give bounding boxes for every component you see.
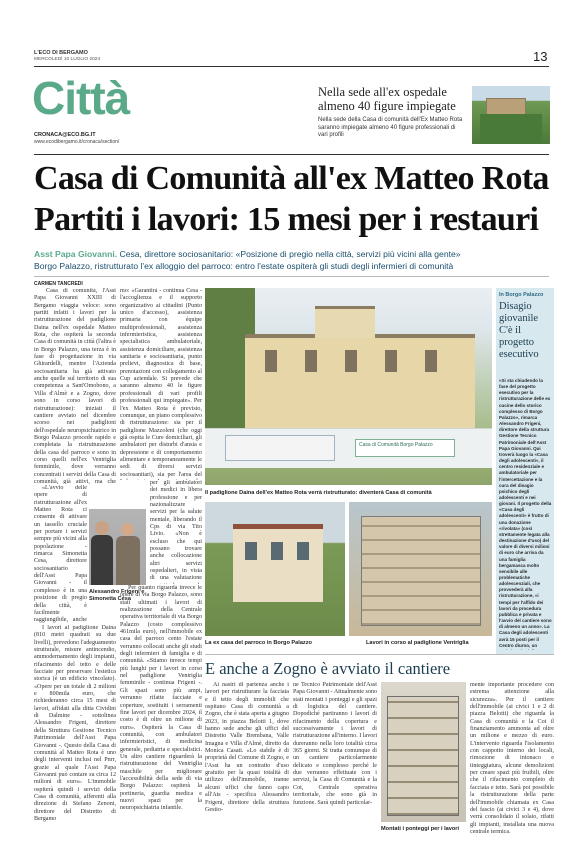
zogno-col2: ne Tecnico Patrimoniale dell'Asst Papa Giovanni - Attualmente sono stati montati i ponteggi e gli spazi di logistica del cantiere. Dopodiché partiranno i lavori di rifacimento della copertura e successivamente i lavori di ristrutturazione all'interno. I lavori dureranno nella loro totalità circa 365 giorni. Si tratta comunque di un cantiere particolarmente delicato e complesso perché le due verranno effettuate con i servizi, la Casa di Comunità e la Cot, Centrale operativa territoriale, che sono già in funzione. Sarà quindi particolar- xyxy=(293,682,377,806)
person-head-1 xyxy=(95,521,109,535)
sidebar-label: In Borgo Palazzo xyxy=(499,292,544,298)
sidebar-box xyxy=(496,288,554,654)
window-shape xyxy=(305,350,317,372)
article-col1-part-a: Casa di comunità, l'Asst Papa Giovanni XXIII di Bergamo viaggia veloce: sono partiti infatti i lavori per la ristrutturazione del padiglione Daina nell'ex ospedale Matteo Rota, che ospiterà la seconda Casa di comunità in città (l'altra è in Borgo Palazzo, una terza è in fase di progettazione in via Ghirardelli, mentre l'Azienda sociosanitaria ha già attivato anche quelle sul territorio di sua competenza a Sant'Omobono, a Villa d'Almè e a Zogno, dove sono in corso lavori di ristrutturazione): iniziati il cantiere avviato nel dicembre scorso nei padiglioni dell'ospedale neuropsichiatrico in Borgo Palazzo procede rapido e completata la ristrutturazione della casa del parroco e sono in corso quelli nell'ex Ventriglia femminile, dove verranno concentrati i servizi della Casa di comunità, già attivi, ma che xyxy=(34,288,116,484)
sidebar-body: «Si sta chiudendo la fase del progetto esecutivo per la ristrutturazione delle ex cucine dello storico complesso di Borgo Palazzo», rimarca Alessandro Frigeni, direttore della struttura Gestione Tecnico Patrimoniale dell'Asst Papa Giovanni. Qui troverà luogo la «Casa degli adolescenti», il centro residenziale e ambulatoriale per l'intercettazione e la cura del disagio psichico degli adolescenti e nei giovani. Il progetto della «Casa degli adolescenti» è frutto di una donazione «rivolata» (così strettamente legata alla destinazione d'uso) del valore di diversi milioni di euro che arriva da una famiglia bergamasca molto sensibile alle problematiche adolescenziali, che provvederà alla ristrutturazione, «i tempi per l'affido dei lavori da procedura pubblica e privata e l'avvio del cantiere sono di almeno un anno». La Casa degli adolescenti avrà 15 posti per il Centro diurno, un xyxy=(499,378,552,648)
zogno-title: E anche a Zogno è avviato il cantiere xyxy=(205,659,451,678)
person-body-1 xyxy=(91,535,113,585)
subhead-line-1 xyxy=(34,249,554,260)
byline: CARMEN TANCREDI xyxy=(34,281,83,287)
person-head-2 xyxy=(121,523,134,536)
window-shape xyxy=(245,542,257,560)
subhead-kicker: Asst Papa Giovanni. xyxy=(34,249,118,259)
ventriglia-photo xyxy=(349,502,492,636)
teaser-body: Nella sede della Casa di comunità dell'Ex Matteo Rota saranno impiegate almeno 40 figure professionali di vari profili xyxy=(318,117,463,138)
parish-house-photo xyxy=(205,502,345,636)
subhead-text-1: Cesa, direttore sociosanitario: «Posizione di pregio nella città, servizi più vicini alla gente» xyxy=(117,249,461,259)
zogno-col1: Ai nastri di partenza anche i lavori per ristrutturare la facciata e il tetto degli immobili che ospitano Casa di comunità a Zogno, che è stata aperta a giugno 2023, in piazza Belotti 1, dove hanno sede anche gli uffici del Distretto Valle Brembana, Valle Imagna e Villa d'Almè, diretto da Monica Casati. «Lo stabile è di proprietà del Comune di Zogno, e l'Asst ha un contratto d'uso gratuito per la quasi totalità di utilizzo dell'immobile, tranne alcuni uffici che fanno capo all'Ats - specifica Alessandro Frigeni, direttore della struttura Gestio- xyxy=(205,682,289,813)
building-facade xyxy=(245,334,475,434)
sidebar-title: Disagio giovanile C'è il progetto esecutivo xyxy=(499,301,539,360)
ventriglia-caption: Lavori in corso al padiglione Ventriglia xyxy=(366,640,469,646)
window-shape xyxy=(345,350,357,372)
article-col2-part-a: mo: «Garantirà - continua Cesa - l'accoglienza e il supporto organizzativo ai cittadini (Punto unico d'accesso), assistenza primaria con équipe multiprofessionali, assistenza infermieristica, assistenza specialistica ambulatoriale, assistenza domiciliare, assistenza sanitaria e sociosanitaria, punto prelievi, diagnostica di base, prenotazioni con collegamento al Cup aziendale. Si prevede che saranno almeno 40 le figure professionali di vari profili professionali qui impiegate». Per l'ex Matteo Rota è previsto, comunque, un piano complessivo di ristrutturazione: sia per il padiglione Mazzoleni (che oggi già ospita le Cure domiciliari, gli ambulatori per disturbi d'ansia e depressione e di comportamento alimentare e temporaneamente le sedi di diversi servizi sociosanitari), sia per l'area del xyxy=(120,288,202,478)
scaffolding-shape xyxy=(387,696,459,816)
window-shape xyxy=(385,350,397,372)
house-shape xyxy=(233,524,323,602)
construction-sign xyxy=(225,435,335,461)
section-web: www.ecodibergamo.it/cronaca/section/ xyxy=(34,139,120,145)
headline-rule xyxy=(34,154,549,155)
subhead-rule xyxy=(34,276,549,277)
portrait-photo xyxy=(89,509,146,585)
window-shape xyxy=(297,542,309,560)
scaffolding-shape xyxy=(361,516,481,626)
masthead-rule xyxy=(34,66,549,67)
headline-line-1: Casa di Comunità all'ex Matteo Rota xyxy=(34,160,549,197)
article-col2-part-b: per gli ambulatori dei medici in libera professione e per nazionalizzare servizi per la salute mentale, liberando il Cps di via Tito Livio. «Non è escluso che qui possano trovare anche collocazione altri servizi ospedalieri, in vista di una valutazione xyxy=(150,480,202,582)
window-shape xyxy=(271,542,283,560)
trees-shape xyxy=(480,114,542,144)
section-title: Città xyxy=(32,72,130,124)
teaser-photo xyxy=(472,86,550,144)
section-email: CRONACA@ECO.BG.IT xyxy=(34,132,96,138)
zogno-photo-caption: Montati i ponteggi per i lavori xyxy=(381,826,460,832)
issue-date: MERCOLEDÌ 10 LUGLIO 2024 xyxy=(34,57,101,62)
window-shape xyxy=(265,350,277,372)
article-col1-part-c: I lavori al padiglione Daina (810 metri quadrati su due livelli), prevedono l'adeguamento strutturale, misure antincendio, ammodernamento degli impianti, rifacimento del tetto e delle facciate per preservare l'estetica storica (è un edificio vincolato). «Opere per un totale di 2 milioni e 800mila euro, che richiederanno circa 15 mesi di lavori, affidati alla ditta Cividini di Dalmine - sottolinea Alessandro Frigeni, direttore della Struttura Gestione Tecnico Patrimoniale dell'Asst Papa Giovanni -. Questo della Casa di comunità al Matteo Rota è uno degli interventi inclusi nel Pnrr, grazie al quale l'Asst Papa Giovanni può contare su circa 12 milioni di euro». L'immobile ospiterà quindi i servizi della Casa di comunità, afferenti alla direzione di Stefano Zenoni, direttore del Distretto di Bergamo xyxy=(34,625,116,822)
banner-sign: Casa di Comunità Borgo Palazzo xyxy=(355,439,455,457)
teaser-title: Nella sede all'ex ospedale almeno 40 figure impiegate xyxy=(318,85,456,113)
zogno-rule xyxy=(205,654,554,655)
headline-line-2: Partiti i lavori: 15 mesi per i restauri xyxy=(34,201,539,238)
main-photo xyxy=(205,288,492,485)
zogno-photo xyxy=(381,682,466,822)
portrait-caption: Alessandro Frigeni e Simonetta Cesa xyxy=(89,589,145,602)
article-col2-part-c: Per quanto riguarda invece le opere di via Borgo Palazzo, sono stati ultimati i lavori di realizzazione della Centrale operativa territoriale di via Borgo Palazzo (costo complessivo 461mila euro), nell'immobile ex casa del parroco cento l'estate verranno collocati anche gli studi degli infermieri di famiglia e di comunità. «Stiamo invece tempi più lunghi per i lavori in corso nel padiglione Ventriglia femminile - continua Frigeni -. Gli spazi sono più ampi, verranno rifatte facciate e coperture, sostituiti i serramenti fine lavori per dicembre 2024, il costo è di oltre un milione di euro». Ospiterà la Casa di comunità, con ambulatori infermieristici, di medicina generale, pediatria e specialistici. Un altro cantiere riguarderà la ristrutturazione del Ventriglia maschile per migliorare l'accessibilità della sede di via Borgo Palazzo: ospiterà la portineria, guardia medica e nuovi spazi per la neuropsichiatria infantile. xyxy=(120,585,202,812)
construction-fence xyxy=(205,428,492,468)
subhead-line-2: Borgo Palazzo, ristrutturato l'ex alloggio del parroco: entro l'estate ospiterà gli studi degli infermieri di comunità xyxy=(34,261,454,271)
person-body-2 xyxy=(116,536,140,585)
newspaper-name: L'ECO DI BERGAMO xyxy=(34,50,88,56)
window-shape xyxy=(425,350,437,372)
building-tower xyxy=(315,306,375,338)
main-photo-caption: Il padiglione Daina dell'ex Matteo Rota verrà ristrutturato: diventerà Casa di comunità xyxy=(205,490,432,496)
zogno-col3: mente importante procedere con estrema attenzione alla sicurezza». Per il cantiere dell'immobile (ai civici 1 e 2 di piazza Belotti) che riguarda la Casa di comunità e la Cot il finanziamento ammonta ad oltre un milione e mezzo di euro. L'intervento riguarda l'isolamento con cappotto interno dei locali, rimozione di intonaco e tinteggiatura, alcune demolizioni per creare spazi più fruibili, oltre che il rifacimento completo di facciata e tetto. Sarà poi possibile la ristrutturazione della parte dell'immobile chiamata ex Casa del fascio (ai civici 3 e 4), dove verrà consolidato il solaio, rifatti gli impianti, installata una nuova centrale termica. xyxy=(470,682,554,835)
parish-house-caption: La ex casa del parroco in Borgo Palazzo xyxy=(205,640,312,646)
page-number: 13 xyxy=(533,49,548,64)
article-col1-part-b: «L'avvio delle opere di ristrutturazione all'ex Matteo Rota ci consente di attivare un tassello cruciale per portare i servizi sempre più vicini alla popolazione - rimarca Simonetta Cesa, direttore sociosanitario dell'Asst Papa Giovanni - il complesso è in una posizione di pregio della città, è facilmente raggiungibile, anche xyxy=(34,485,87,624)
